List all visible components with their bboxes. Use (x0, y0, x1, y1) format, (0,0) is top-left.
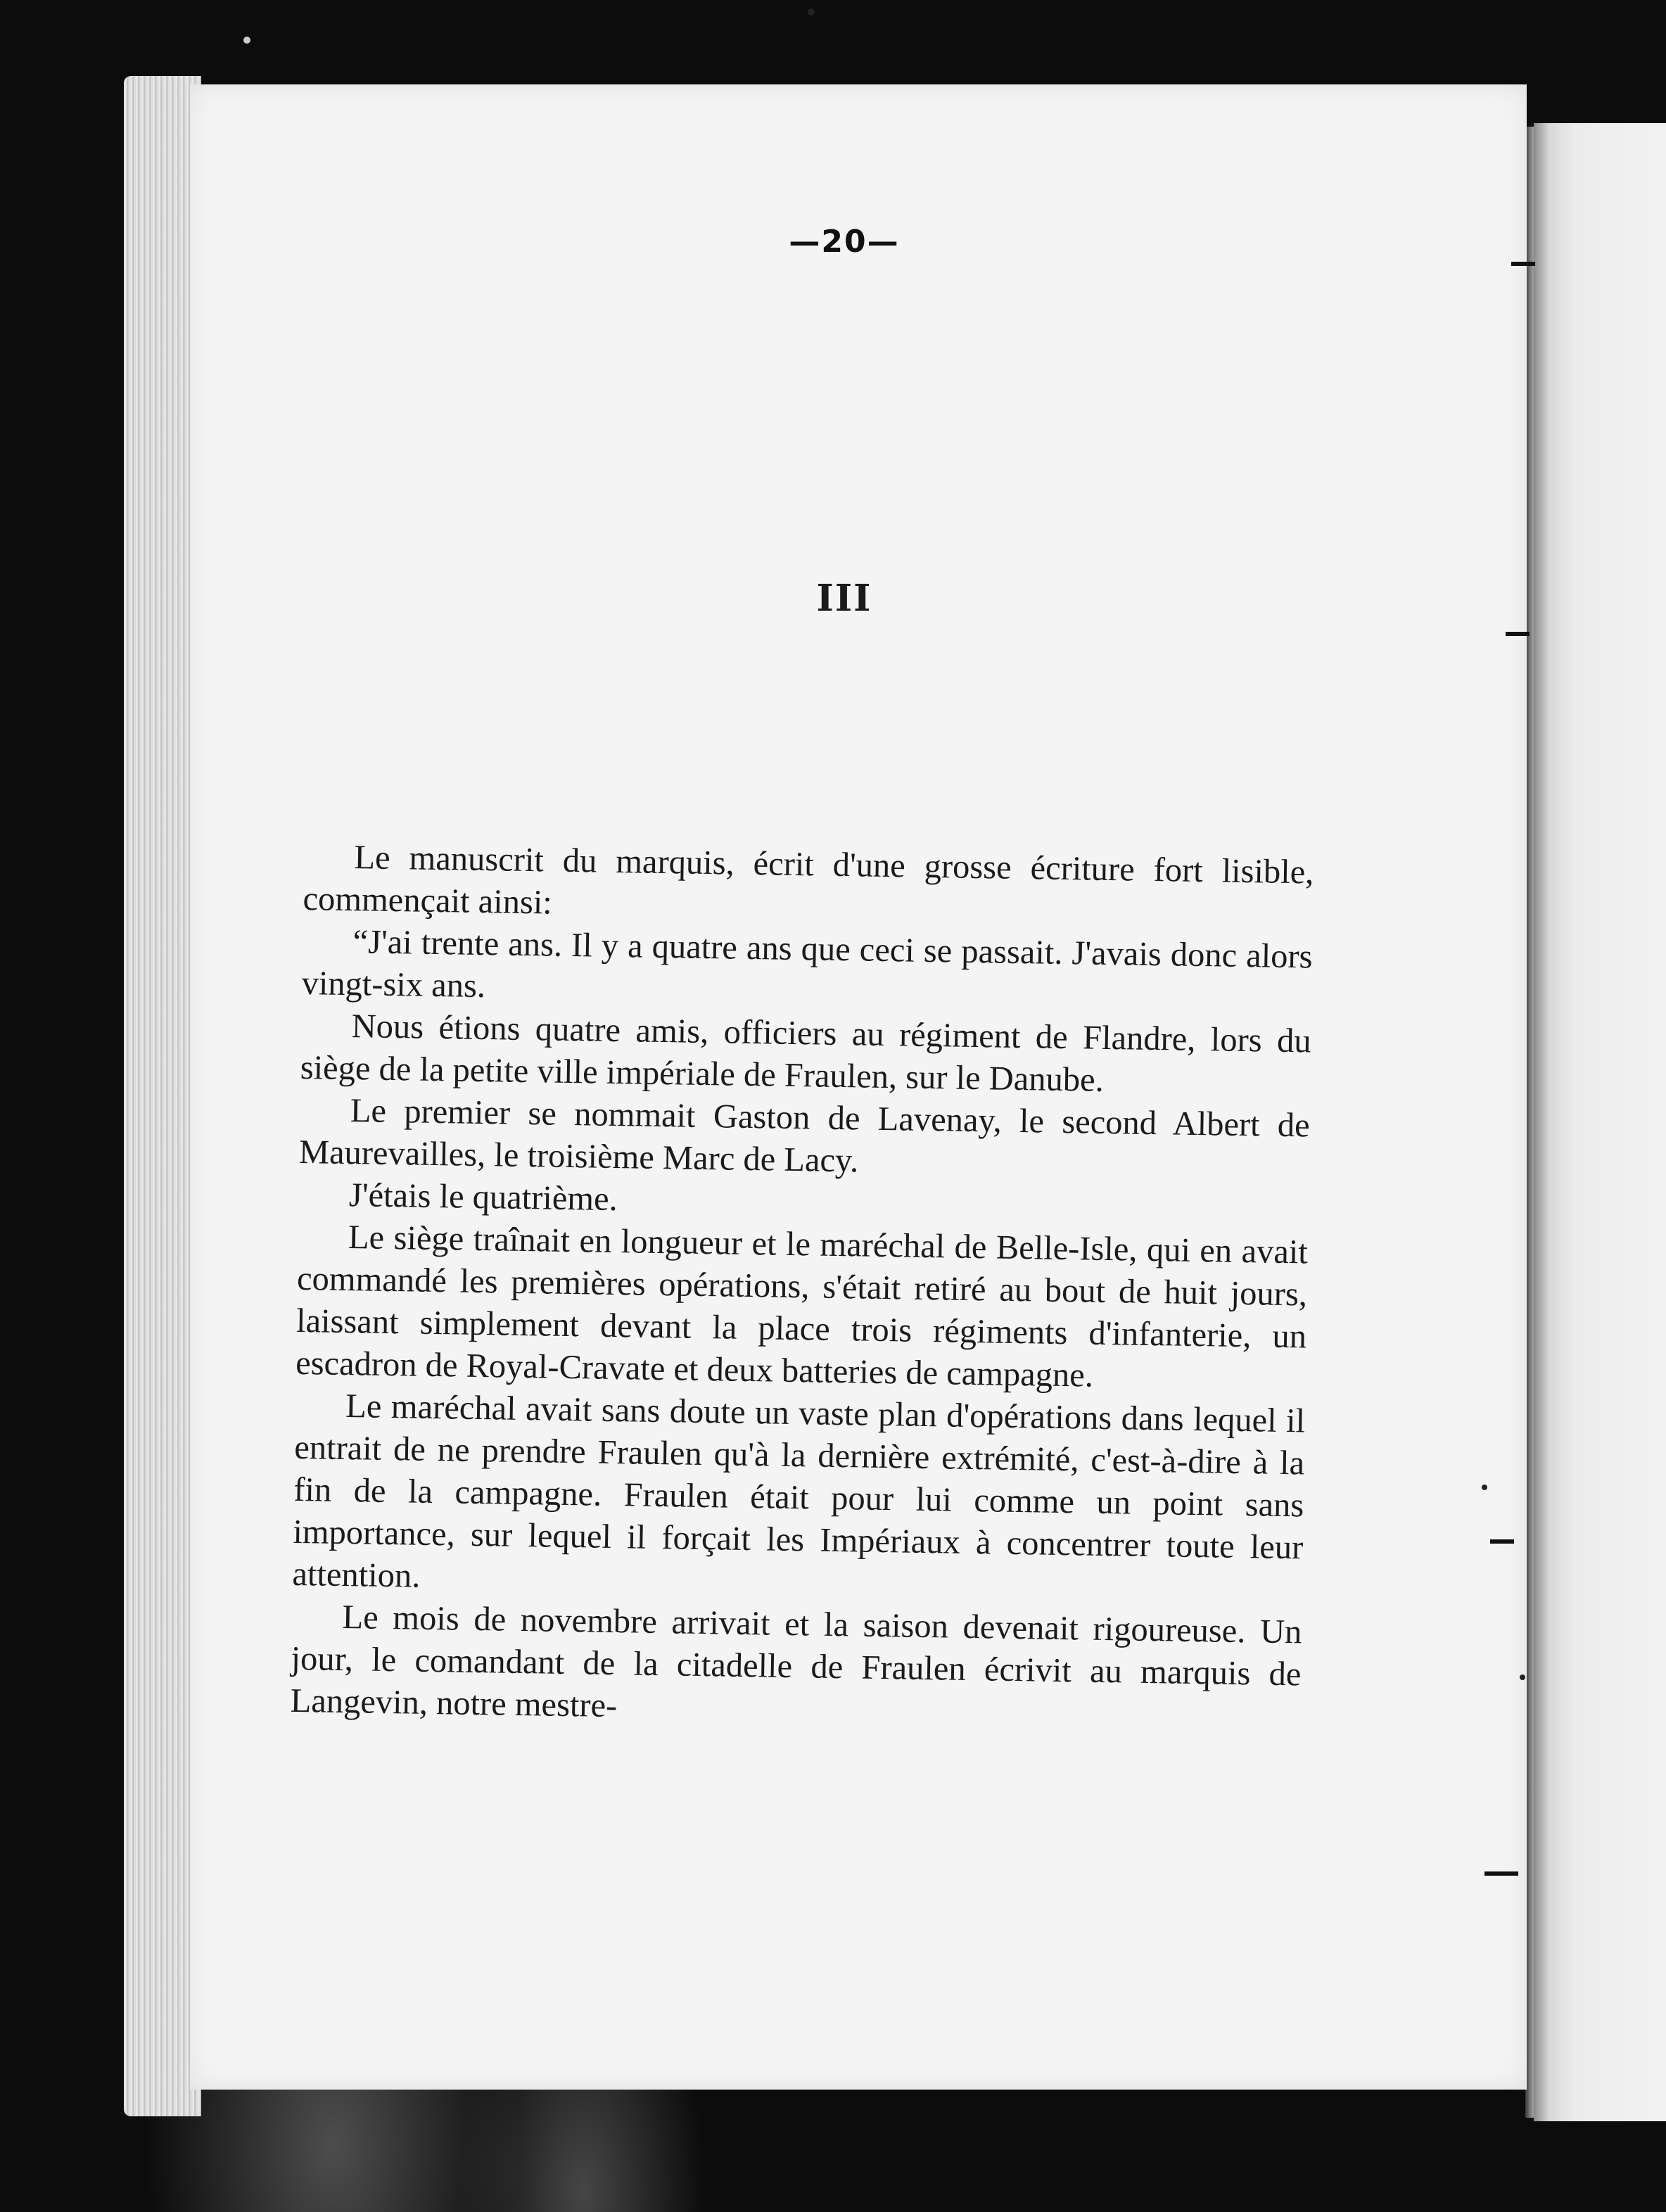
binding-mark (1484, 1871, 1518, 1876)
binding-mark (1511, 262, 1535, 266)
page-body-text (290, 836, 1314, 1738)
paragraph: J'étais le quatrième. (348, 1176, 618, 1219)
paragraph: Nous étions quatre amis, officiers au régiment de Flandre, lors du siège de la petite ville impériale de Fraulen, sur le Danube. (300, 1008, 1312, 1099)
dust-speck (1520, 1674, 1525, 1680)
dust-speck (1482, 1485, 1487, 1490)
paragraph: Le maréchal avait sans doute un vaste plan d'opérations dans lequel il entrait de ne prendre Fraulen qu'à la dernière extrémité, c'est-à-dire à la fin de la campagne. Fraulen était pour lui comme un point sans importance, sur lequel il forçait les Impériaux à concentrer toute leur attention. (292, 1387, 1306, 1595)
binding-mark (1506, 632, 1530, 636)
paragraph: “J'ai trente ans. Il y a quatre ans que ceci se passait. J'avais donc alors vingt-six ans. (301, 923, 1313, 1005)
paragraph: Le premier se nommait Gaston de Lavenay, le second Albert de Maurevailles, le troisième Marc de Lacy. (298, 1092, 1311, 1180)
chapter-heading: III (816, 577, 872, 620)
binding-mark (1490, 1539, 1514, 1544)
facing-page-edge (1534, 123, 1666, 2121)
page-number: —20— (789, 224, 900, 260)
dust-speck (808, 8, 815, 15)
paragraph: Le manuscrit du marquis, écrit d'une grosse écriture fort lisible, commençait ainsi: (303, 839, 1314, 922)
dust-speck (243, 37, 250, 44)
paragraph: Le siège traînait en longueur et le maréchal de Belle-Isle, qui en avait commandé les premières opérations, s'était retiré au bout de huit jours, laissant simplement devant la place trois régiments d'infanterie, un escadron de Royal-Cravate et deux batteries de campagne. (295, 1219, 1309, 1394)
paragraph: Le mois de novembre arrivait et la saison devenait rigoureuse. Un jour, le comandant de la citadelle de Fraulen écrivit au marquis de Langevin, notre mestre- (290, 1598, 1302, 1725)
